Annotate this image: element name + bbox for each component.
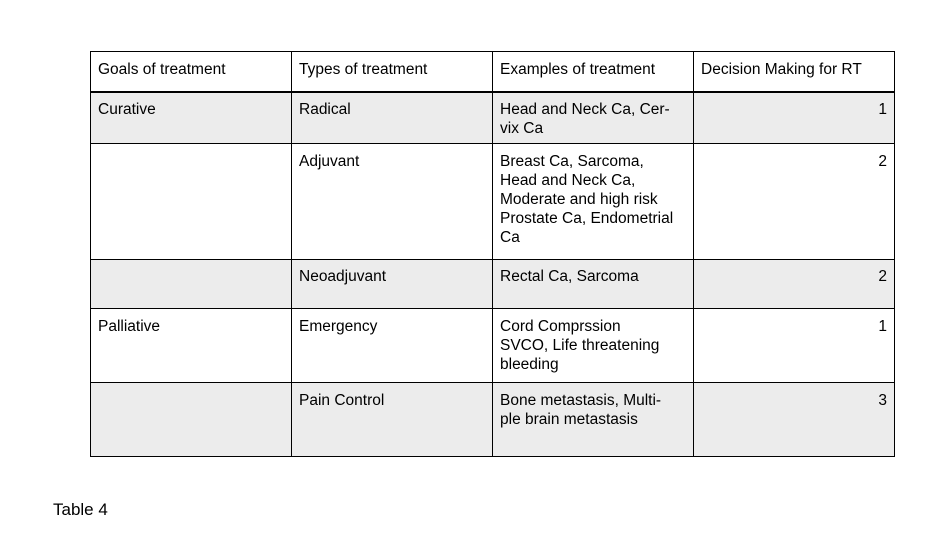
- table-row: [91, 309, 895, 383]
- examples-cell: [493, 92, 694, 144]
- type-cell: Radical: [292, 92, 493, 144]
- type-cell: Adjuvant: [292, 144, 493, 260]
- decision-cell: 2: [694, 144, 895, 260]
- table-row: [91, 260, 895, 309]
- example-line: Moderate and high risk: [500, 191, 658, 208]
- example-line: ple brain metastasis: [500, 411, 638, 428]
- example-line: Head and Neck Ca,: [500, 172, 636, 189]
- example-line: vix Ca: [500, 119, 544, 137]
- table-row: [91, 144, 895, 260]
- header-goals: Goals of treatment: [91, 52, 292, 92]
- header-row: [91, 52, 895, 92]
- goal-cell: [91, 260, 292, 309]
- table-body: [91, 92, 895, 457]
- table-caption: Table 4: [53, 500, 108, 519]
- table-row: [91, 92, 895, 144]
- example-line: Rectal Ca, Sarcoma: [500, 268, 639, 285]
- table-header: [91, 52, 895, 92]
- goal-cell: [91, 383, 292, 457]
- decision-cell: 3: [694, 383, 895, 457]
- goal-cell: Palliative: [91, 309, 292, 383]
- example-line: Breast Ca, Sarcoma,: [500, 153, 644, 170]
- type-cell: Pain Control: [292, 383, 493, 457]
- header-types: Types of treatment: [292, 52, 493, 92]
- example-line: Cord Comprssion: [500, 318, 621, 335]
- decision-cell: 2: [694, 260, 895, 309]
- type-cell: Neoadjuvant: [292, 260, 493, 309]
- example-line: Ca: [500, 229, 520, 246]
- treatment-table: [90, 51, 895, 457]
- decision-cell: 1: [694, 309, 895, 383]
- example-line: Head and Neck Ca, Cer-: [500, 100, 670, 118]
- example-line: SVCO, Life threatening: [500, 337, 660, 354]
- type-cell: Emergency: [292, 309, 493, 383]
- examples-cell: [493, 383, 694, 457]
- table-row: [91, 383, 895, 457]
- examples-cell: [493, 260, 694, 309]
- examples-cell: [493, 309, 694, 383]
- goal-cell: Curative: [91, 92, 292, 144]
- example-line: bleeding: [500, 356, 559, 373]
- example-line: Prostate Ca, Endometrial: [500, 210, 674, 227]
- header-decision: Decision Making for RT: [694, 52, 895, 92]
- example-line: Bone metastasis, Multi-: [500, 392, 662, 409]
- examples-cell: [493, 144, 694, 260]
- decision-cell: 1: [694, 92, 895, 144]
- header-examples: Examples of treatment: [493, 52, 694, 92]
- goal-cell: [91, 144, 292, 260]
